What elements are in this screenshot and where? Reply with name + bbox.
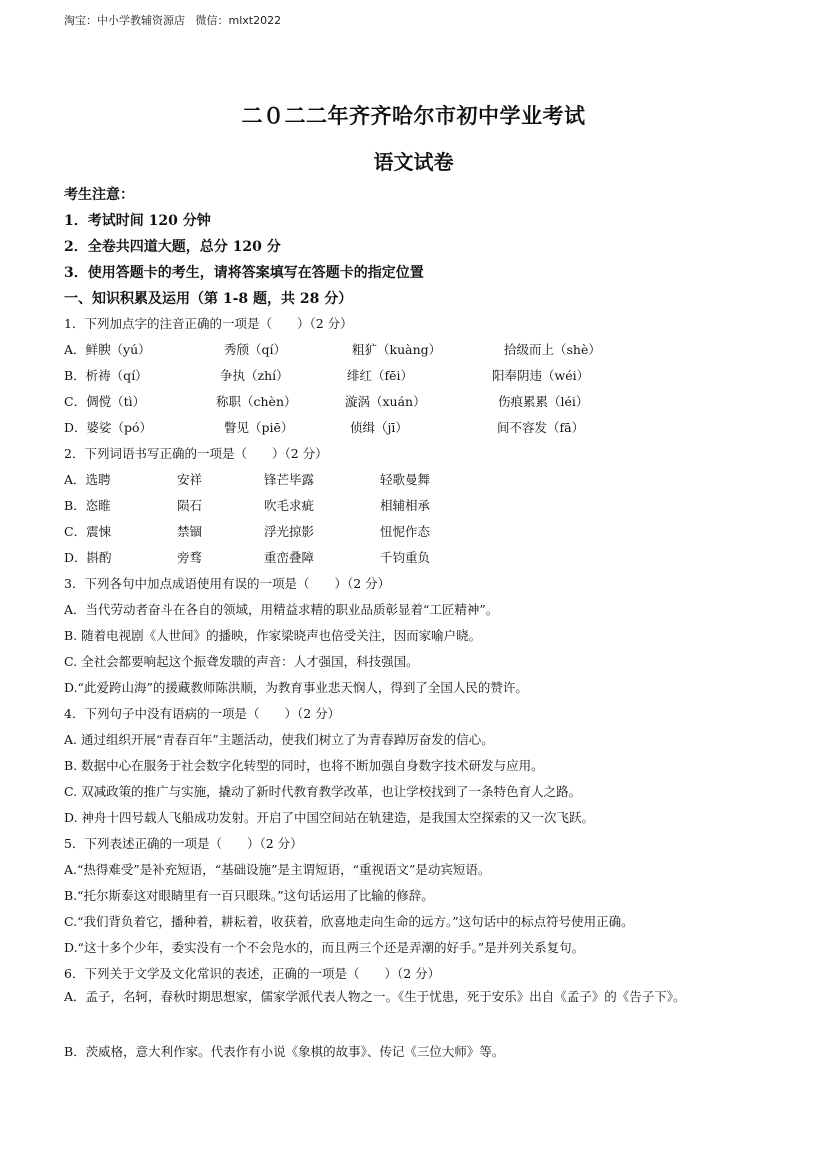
option-cell: 争执（zhí） xyxy=(220,368,289,383)
option-cell: 千钧重负 xyxy=(380,550,431,565)
option-line: D.“这十多个少年，委实没有一个不会凫水的，而且两三个还是弄潮的好手。”是并列关系复句。 xyxy=(64,940,585,955)
option-line: D. 神舟十四号载人飞船成功发射。开启了中国空间站在轨建造，是我国太空探索的又一次飞跃。 xyxy=(64,810,595,825)
option-cell: 伤痕累累（léi） xyxy=(498,394,589,409)
option-line: C. 全社会都要响起这个振聋发聩的声音：人才强国，科技强国。 xyxy=(64,654,419,669)
section-heading: 一、知识积累及运用（第 1-8 题，共 28 分） xyxy=(64,291,353,307)
option-line: A．当代劳动者奋斗在各自的领域，用精益求精的职业品质彰显着“工匠精神”。 xyxy=(64,602,499,617)
option-cell: 重峦叠障 xyxy=(264,550,315,565)
question-stem: 2．下列词语书写正确的一项是（ ）（2 分） xyxy=(64,446,328,461)
question-stem: 6．下列关于文学及文化常识的表述，正确的一项是（ ）（2 分） xyxy=(64,966,441,981)
option-line: D.“此爱跨山海”的援藏教师陈洪顺，为教育事业悲天悯人，得到了全国人民的赞许。 xyxy=(64,680,528,695)
exam-title: 二０二二年齐齐哈尔市初中学业考试 xyxy=(241,103,586,128)
option-line: C.“我们背负着它，播种着，耕耘着，收获着，欣喜地走向生命的远方。”这句话中的标点符号使用正确。 xyxy=(64,914,634,929)
option-line: B．茨威格，意大利作家。代表作有小说《象棋的故事》、传记《三位大师》等。 xyxy=(64,1044,505,1059)
option-cell: 绯红（fēi） xyxy=(347,368,414,383)
option-line: B. 随着电视剧《人世间》的播映，作家梁晓声也倍受关注，因而家喻户晓。 xyxy=(64,628,482,643)
option-cell: 秀颀（qí） xyxy=(224,342,286,357)
option-cell: C．倜傥（tì） xyxy=(64,394,146,409)
option-line: B.“托尔斯泰这对眼睛里有一百只眼珠。”这句话运用了比输的修辞。 xyxy=(64,888,434,903)
option-cell: 旁骛 xyxy=(177,550,203,565)
option-cell: A．选聘 xyxy=(64,472,111,487)
option-line: C. 双减政策的推广与实施，撬动了新时代教育教学改革，也让学校找到了一条特色育人之路。 xyxy=(64,784,582,799)
option-cell: 粗犷（kuàng） xyxy=(352,342,442,357)
option-cell: 陨石 xyxy=(177,498,203,513)
option-line: B. 数据中心在服务于社会数字化转型的同时，也将不断加强自身数字技术研发与应用。 xyxy=(64,758,544,773)
question-stem: 1．下列加点字的注音正确的一项是（ ）（2 分） xyxy=(64,316,353,331)
option-cell: 瞥见（piē） xyxy=(224,420,294,435)
option-cell: 忸怩作态 xyxy=(380,524,431,539)
notice-item: 2．全卷共四道大题，总分 120 分 xyxy=(64,239,281,255)
option-cell: 称职（chèn） xyxy=(216,394,297,409)
option-line: A.“热得难受”是补充短语，“基础设施”是主谓短语，“重视语文”是动宾短语。 xyxy=(64,862,491,877)
notice-item: 3．使用答题卡的考生，请将答案填写在答题卡的指定位置 xyxy=(64,265,424,281)
option-cell: D．斟酌 xyxy=(64,550,112,565)
page-header-watermark: 淘宝：中小学教辅资源店 微信：mlxt2022 xyxy=(64,14,282,27)
option-cell: 漩涡（xuán） xyxy=(345,394,426,409)
option-cell: A．鲜腴（yú） xyxy=(64,342,151,357)
option-cell: 拾级而上（shè） xyxy=(504,342,601,357)
notice-heading: 考生注意： xyxy=(64,187,134,203)
option-line: A. 通过组织开展“青春百年”主题活动，使我们树立了为青春踔厉奋发的信心。 xyxy=(64,732,494,747)
question-stem: 5．下列表述正确的一项是（ ）（2 分） xyxy=(64,836,303,851)
question-stem: 4．下列句子中没有语病的一项是（ ）（2 分） xyxy=(64,706,341,721)
option-cell: 吹毛求疵 xyxy=(264,498,315,513)
option-cell: 安祥 xyxy=(177,472,203,487)
option-cell: 相辅相承 xyxy=(380,498,431,513)
option-paragraph: A．孟子，名轲，春秋时期思想家，儒家学派代表人物之一。《生于忧患，死于安乐》出自《孟子》的《告子下》。 xyxy=(64,989,686,1004)
option-cell: B．析祷（qí） xyxy=(64,368,148,383)
option-cell: 锋芒毕露 xyxy=(264,472,315,487)
option-cell: 阳奉阴违（wéi） xyxy=(492,368,590,383)
option-cell: 间不容发（fā） xyxy=(497,420,585,435)
option-cell: 禁锢 xyxy=(177,524,203,539)
option-cell: 侦缉（jī） xyxy=(350,420,408,435)
option-cell: B．恣睢 xyxy=(64,498,111,513)
option-cell: 轻歌曼舞 xyxy=(380,472,431,487)
question-stem: 3．下列各句中加点成语使用有误的一项是（ ）（2 分） xyxy=(64,576,391,591)
option-cell: D．婆娑（pó） xyxy=(64,420,153,435)
option-cell: 浮光掠影 xyxy=(264,524,315,539)
exam-subtitle: 语文试卷 xyxy=(373,150,454,174)
option-cell: C．震悚 xyxy=(64,524,112,539)
notice-item: 1．考试时间 120 分钟 xyxy=(64,213,211,229)
